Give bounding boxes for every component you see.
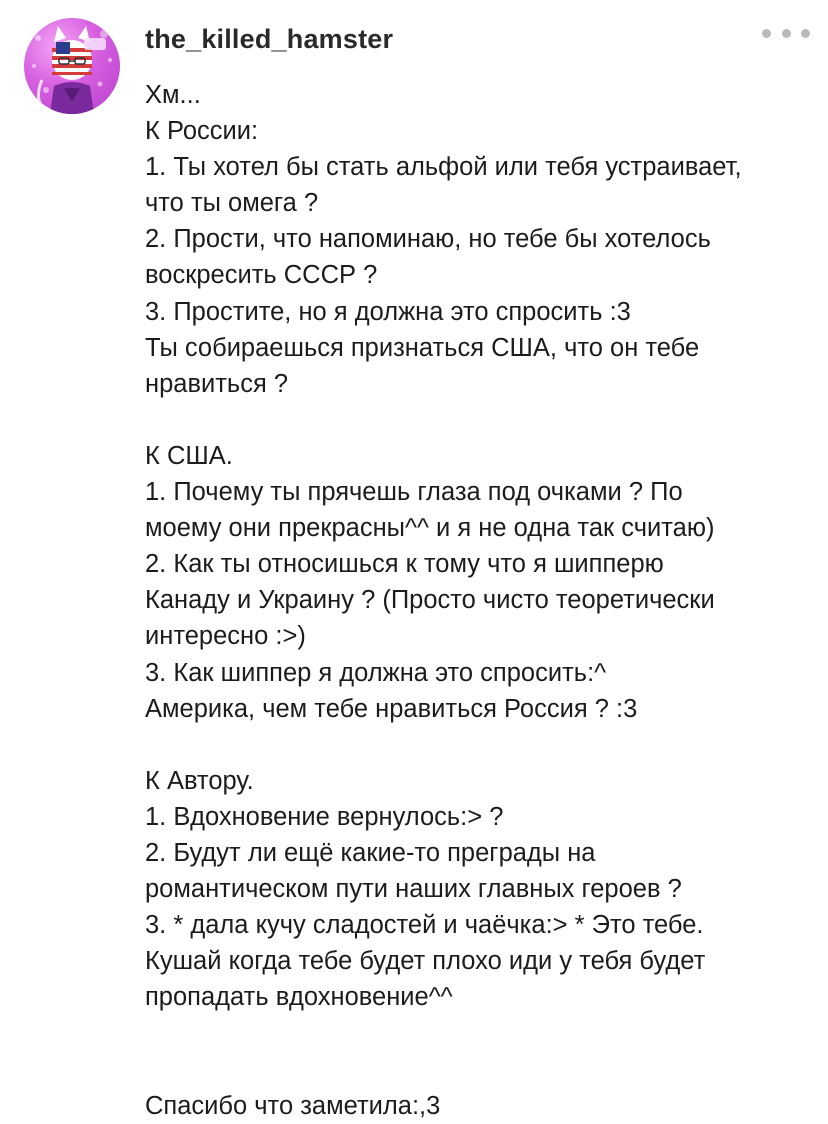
- comment-line: интересно :>): [145, 622, 306, 651]
- comment-line: 1. Вдохновение вернулось:> ?: [145, 802, 504, 831]
- comment-line: воскресить СССР ?: [145, 261, 378, 290]
- more-options-button[interactable]: [762, 22, 810, 44]
- more-options-icon: [762, 29, 771, 38]
- avatar[interactable]: [24, 18, 120, 114]
- comment-line: пропадать вдохновение^^: [145, 983, 453, 1012]
- comment-line: Америка, чем тебе нравиться Россия ? :3: [145, 694, 638, 723]
- comment-line: 2. Как ты относишься к тому что я шипперю: [145, 550, 664, 579]
- comment-line: К Автору.: [145, 766, 254, 795]
- comment-line: Канаду и Украину ? (Просто чисто теоретически: [145, 586, 715, 615]
- comment-line: 3. * дала кучу сладостей и чаёчка:> * Это тебе.: [145, 911, 704, 940]
- comment-line: что ты омега ?: [145, 189, 319, 218]
- comment-line: 2. Будут ли ещё какие-то преграды на: [145, 838, 596, 867]
- username[interactable]: the_killed_hamster: [145, 24, 394, 54]
- comment-line: 1. Ты хотел бы стать альфой или тебя устраивает,: [145, 153, 742, 182]
- comment-line: [145, 1052, 815, 1088]
- comment-body: [145, 77, 815, 1124]
- comment-line: романтическом пути наших главных героев ?: [145, 875, 682, 904]
- more-options-icon: [782, 29, 791, 38]
- comment-line: Кушай когда тебе будет плохо иди у тебя будет: [145, 947, 706, 976]
- comment-line: Хм...: [145, 81, 201, 109]
- avatar-image: [24, 18, 120, 114]
- comment-line: нравиться ?: [145, 369, 289, 398]
- comment-line: 3. Как шиппер я должна это спросить:^: [145, 658, 607, 687]
- comment-line: Спасибо что заметила:,3: [145, 1091, 441, 1120]
- comment-line: К России:: [145, 117, 259, 146]
- comment-line: [145, 402, 815, 438]
- comment-line: моему они прекрасны^^ и я не одна так считаю): [145, 514, 715, 543]
- comment-line: [145, 727, 815, 763]
- comment-line: Ты собираешься признаться США, что он тебе: [145, 333, 700, 362]
- comment-line: 2. Прости, что напоминаю, но тебе бы хотелось: [145, 225, 711, 254]
- more-options-icon: [801, 29, 810, 38]
- comment-line: 1. Почему ты прячешь глаза под очками ? По: [145, 478, 683, 507]
- comment-line: 3. Простите, но я должна это спросить :3: [145, 297, 631, 326]
- comment-line: [145, 1015, 815, 1051]
- comment-line: К США.: [145, 441, 233, 470]
